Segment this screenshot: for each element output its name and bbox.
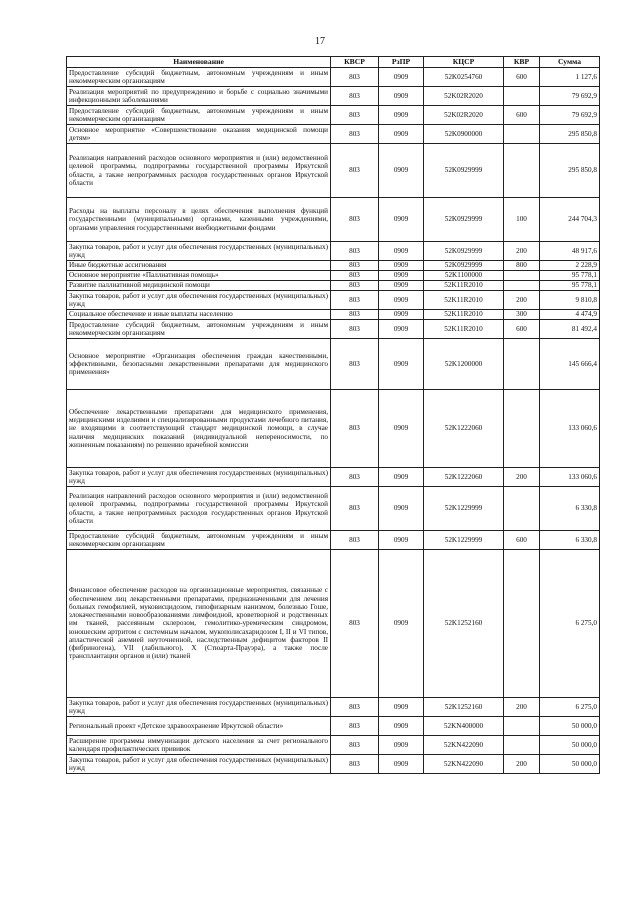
cell-kvr: 100 [504,198,540,242]
header-kvr: КВР [504,57,540,68]
cell-kcsr: 52K1229999 [424,531,504,550]
cell-kvsr: 803 [331,310,379,320]
cell-name: Основное мероприятие «Совершенствование оказания медицинской помощи детям» [67,125,331,144]
cell-kcsr: 52K11R2010 [424,281,504,291]
cell-kcsr: 52K11R2010 [424,291,504,310]
cell-kvsr: 803 [331,87,379,106]
cell-kcsr: 52K0929999 [424,261,504,271]
header-kvsr: КВСР [331,57,379,68]
cell-sum: 50 000,0 [540,755,600,774]
cell-kcsr: 52K0929999 [424,198,504,242]
cell-kcsr: 52K1222060 [424,390,504,468]
cell-sum: 6 275,0 [540,550,600,698]
cell-sum: 244 704,3 [540,198,600,242]
cell-kvr [504,390,540,468]
cell-kvr: 200 [504,291,540,310]
table-row [67,339,600,390]
cell-kcsr: 52K1222060 [424,468,504,487]
cell-sum: 6 275,0 [540,698,600,717]
cell-rzpr: 0909 [379,550,424,698]
cell-name: Закупка товаров, работ и услуг для обеспечения государственных (муниципальных) нужд [67,291,331,310]
cell-name: Предоставление субсидий бюджетным, автономным учреждениям и иным некоммерческим организациям [67,531,331,550]
cell-rzpr: 0909 [379,531,424,550]
cell-sum: 50 000,0 [540,717,600,736]
cell-kvsr: 803 [331,531,379,550]
cell-rzpr: 0909 [379,487,424,531]
cell-kvsr: 803 [331,755,379,774]
table-row [67,198,600,242]
cell-kvsr: 803 [331,144,379,198]
cell-sum: 79 692,9 [540,87,600,106]
cell-kvsr: 803 [331,320,379,339]
cell-rzpr: 0909 [379,320,424,339]
table-row [67,106,600,125]
cell-kcsr: 52K11R2010 [424,310,504,320]
cell-name: Закупка товаров, работ и услуг для обеспечения государственных (муниципальных) нужд [67,468,331,487]
table-row [67,281,600,291]
cell-rzpr: 0909 [379,468,424,487]
cell-name: Реализация направлений расходов основного мероприятия и (или) ведомственной целевой программы, подпрограммы государственной программы Иркутской области, а также непрограммных расходов государственных органов Иркутской области [67,487,331,531]
header-rzpr: РзПР [379,57,424,68]
cell-rzpr: 0909 [379,390,424,468]
cell-rzpr: 0909 [379,68,424,87]
table-row [67,550,600,698]
cell-sum: 6 330,8 [540,487,600,531]
table-row [67,390,600,468]
cell-rzpr: 0909 [379,271,424,281]
table-row [67,698,600,717]
cell-kcsr: 52K0254760 [424,68,504,87]
cell-name: Обеспечение лекарственными препаратами для медицинского применения, медицинскими изделиями и специализированными продуктами лечебного питания, не входящими в соответствующий стандарт медицинской помощи, в случае наличия медицинских показаний (индивидуальной непереносимости, по жизненным показаниям) по решению врачебной комиссии [67,390,331,468]
cell-rzpr: 0909 [379,310,424,320]
cell-sum: 133 060,6 [540,390,600,468]
cell-kvsr: 803 [331,106,379,125]
cell-name: Закупка товаров, работ и услуг для обеспечения государственных (муниципальных) нужд [67,242,331,261]
cell-name: Расходы на выплаты персоналу в целях обеспечения выполнения функций государственными (муниципальными) органами, казенными учреждениями, органами управления государственными внебюджетными фондами [67,198,331,242]
cell-name: Предоставление субсидий бюджетным, автономным учреждениям и иным некоммерческим организациям [67,320,331,339]
table-row [67,125,600,144]
cell-kvr [504,144,540,198]
cell-kvsr: 803 [331,281,379,291]
cell-sum: 81 492,4 [540,320,600,339]
cell-sum: 50 000,0 [540,736,600,755]
cell-rzpr: 0909 [379,125,424,144]
cell-kvr: 200 [504,698,540,717]
cell-kvsr: 803 [331,68,379,87]
header-row [67,57,600,68]
cell-kcsr: 52K0900000 [424,125,504,144]
cell-kvr: 600 [504,531,540,550]
cell-sum: 295 850,8 [540,144,600,198]
cell-kvsr: 803 [331,717,379,736]
cell-rzpr: 0909 [379,755,424,774]
cell-kvr: 800 [504,261,540,271]
cell-kvr [504,550,540,698]
cell-kvr: 200 [504,755,540,774]
cell-sum: 48 917,6 [540,242,600,261]
table-body [67,68,600,774]
table-row [67,531,600,550]
cell-kvr [504,87,540,106]
cell-name: Закупка товаров, работ и услуг для обеспечения государственных (муниципальных) нужд [67,698,331,717]
cell-kvr [504,271,540,281]
cell-sum: 9 810,8 [540,291,600,310]
cell-sum: 95 778,1 [540,271,600,281]
cell-name: Иные бюджетные ассигнования [67,261,331,271]
cell-kvsr: 803 [331,468,379,487]
cell-kcsr: 52KN422090 [424,755,504,774]
cell-name: Финансовое обеспечение расходов на организационные мероприятия, связанные с обеспечением лиц лекарственными препаратами, предназначенными для лечения больных гемофилией, муковисцидозом, гипофизарным нанизмом, болезнью Гоше, злокачественными новообразованиями лимфоидной, кроветворной и родственных им тканей, рассеянным склерозом, гемолитико-уремическим синдромом, юношеским артритом с системным началом, мукополисахаридозом I, II и VI типов, апластической анемией неуточненной, наследственным дефицитом факторов II (фибриногена), VII (лабильного), X (Стюарта-Прауэра), а также после трансплантации органов и (или) тканей [67,550,331,698]
table-row [67,144,600,198]
cell-kcsr: 52KN400000 [424,717,504,736]
header-kcsr: КЦСР [424,57,504,68]
cell-sum: 133 060,6 [540,468,600,487]
cell-kvsr: 803 [331,339,379,390]
cell-name: Реализация направлений расходов основного мероприятия и (или) ведомственной целевой программы, подпрограммы государственной программы Иркутской области, а также непрограммных расходов государственных органов Иркутской области [67,144,331,198]
cell-name: Основное мероприятие «Паллиативная помощь» [67,271,331,281]
cell-kvr: 600 [504,106,540,125]
cell-sum: 4 474,9 [540,310,600,320]
cell-kvsr: 803 [331,261,379,271]
table-row [67,87,600,106]
cell-rzpr: 0909 [379,717,424,736]
table-row [67,717,600,736]
cell-name: Социальное обеспечение и иные выплаты населению [67,310,331,320]
cell-kvsr: 803 [331,125,379,144]
cell-kvr: 600 [504,68,540,87]
cell-kcsr: 52K02R2020 [424,106,504,125]
cell-kvr [504,281,540,291]
table-row [67,755,600,774]
table-row [67,68,600,87]
cell-kvsr: 803 [331,390,379,468]
budget-table [66,56,600,774]
cell-name: Развитие паллиативной медицинской помощи [67,281,331,291]
cell-kcsr: 52K1200000 [424,339,504,390]
cell-rzpr: 0909 [379,198,424,242]
cell-name: Основное мероприятие «Организация обеспечения граждан качественными, эффективными, безопасными лекарственными препаратами для медицинского применения» [67,339,331,390]
table-row [67,242,600,261]
cell-sum: 6 330,8 [540,531,600,550]
table-row [67,310,600,320]
cell-kcsr: 52K1229999 [424,487,504,531]
cell-name: Реализация мероприятий по предупреждению и борьбе с социально значимыми инфекционными заболеваниями [67,87,331,106]
cell-name: Закупка товаров, работ и услуг для обеспечения государственных (муниципальных) нужд [67,755,331,774]
cell-rzpr: 0909 [379,339,424,390]
cell-kvsr: 803 [331,487,379,531]
cell-rzpr: 0909 [379,242,424,261]
cell-kcsr: 52K1252160 [424,550,504,698]
header-name: Наименование [67,57,331,68]
cell-kvsr: 803 [331,242,379,261]
cell-kvsr: 803 [331,291,379,310]
table-row [67,468,600,487]
cell-rzpr: 0909 [379,106,424,125]
cell-kcsr: 52K02R2020 [424,87,504,106]
cell-kvsr: 803 [331,698,379,717]
cell-kvr: 600 [504,320,540,339]
cell-kcsr: 52K11R2010 [424,320,504,339]
cell-rzpr: 0909 [379,87,424,106]
cell-sum: 295 850,8 [540,125,600,144]
cell-rzpr: 0909 [379,736,424,755]
cell-kcsr: 52K1100000 [424,271,504,281]
cell-kcsr: 52K0929999 [424,242,504,261]
table-row [67,487,600,531]
cell-name: Расширение программы иммунизации детского населения за счет регионального календаря профилактических прививок [67,736,331,755]
table-row [67,291,600,310]
cell-kvr [504,736,540,755]
cell-kcsr: 52K1252160 [424,698,504,717]
cell-kvsr: 803 [331,271,379,281]
table-row [67,320,600,339]
cell-rzpr: 0909 [379,144,424,198]
cell-sum: 95 778,1 [540,281,600,291]
cell-rzpr: 0909 [379,261,424,271]
cell-kvr [504,125,540,144]
cell-kvsr: 803 [331,198,379,242]
cell-kcsr: 52K0929999 [424,144,504,198]
page-number: 17 [315,36,325,47]
cell-sum: 79 692,9 [540,106,600,125]
cell-kvr: 200 [504,242,540,261]
cell-kvr [504,339,540,390]
cell-name: Предоставление субсидий бюджетным, автономным учреждениям и иным некоммерческим организациям [67,68,331,87]
cell-rzpr: 0909 [379,291,424,310]
cell-name: Региональный проект «Детское здравоохранение Иркутской области» [67,717,331,736]
cell-kvsr: 803 [331,550,379,698]
cell-kvsr: 803 [331,736,379,755]
cell-name: Предоставление субсидий бюджетным, автономным учреждениям и иным некоммерческим организациям [67,106,331,125]
table-header [67,57,600,68]
cell-kvr [504,717,540,736]
cell-kcsr: 52KN422090 [424,736,504,755]
cell-kvr [504,487,540,531]
cell-sum: 2 228,9 [540,261,600,271]
table-row [67,261,600,271]
header-sum: Сумма [540,57,600,68]
cell-rzpr: 0909 [379,281,424,291]
cell-sum: 145 666,4 [540,339,600,390]
table-row [67,736,600,755]
table-row [67,271,600,281]
cell-rzpr: 0909 [379,698,424,717]
cell-sum: 1 127,6 [540,68,600,87]
cell-kvr: 300 [504,310,540,320]
cell-kvr: 200 [504,468,540,487]
